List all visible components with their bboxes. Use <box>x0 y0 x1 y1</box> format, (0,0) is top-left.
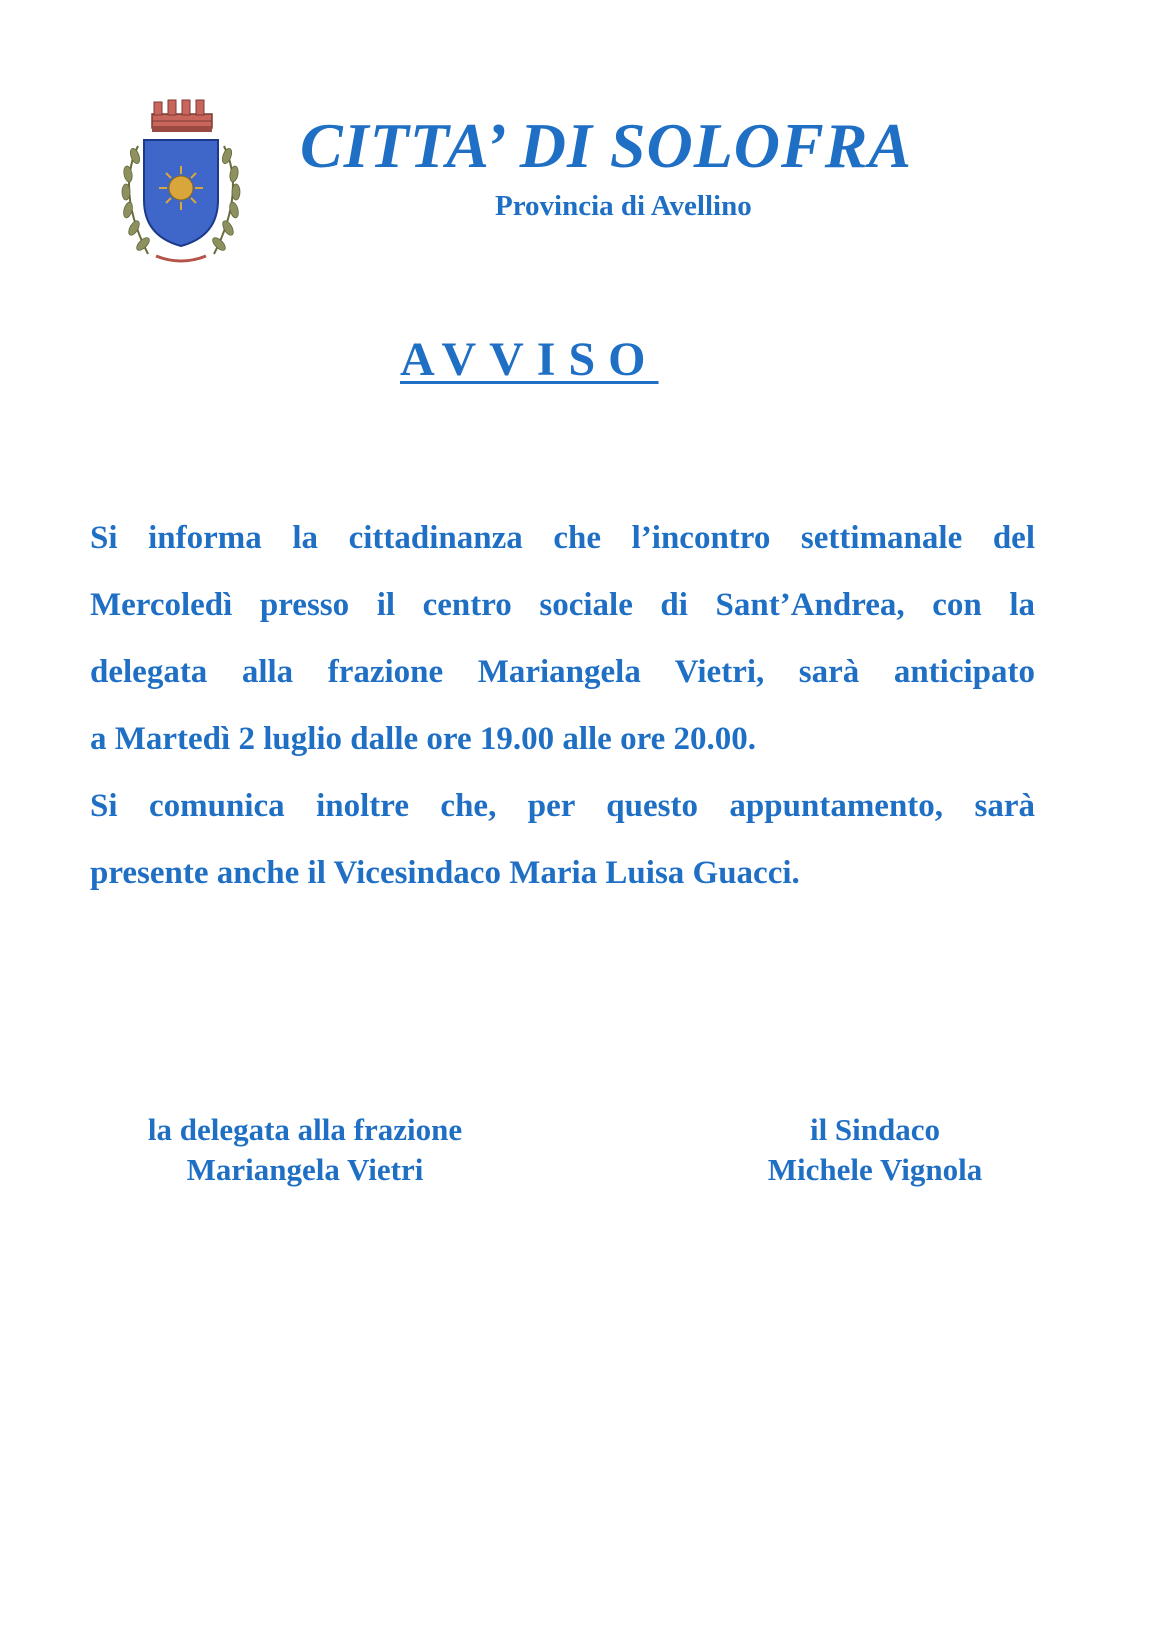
crown-icon <box>152 100 212 132</box>
signature-name: Michele Vignola <box>767 1152 983 1187</box>
notice-heading: AVVISO <box>400 333 659 386</box>
signature-name: Mariangela Vietri <box>186 1152 424 1187</box>
province-subtitle: Provincia di Avellino <box>495 190 752 222</box>
body-line: presente anche il Vicesindaco Maria Luisa Guacci. <box>90 855 800 891</box>
notice-body <box>90 505 1035 907</box>
body-line: Si informa la cittadinanza che l’incontro settimanale del <box>90 520 1035 556</box>
signature-role: la delegata alla frazione <box>147 1112 463 1147</box>
body-line: Mercoledì presso il centro sociale di Sant’Andrea, con la <box>90 587 1035 623</box>
coat-of-arms-icon <box>108 96 254 268</box>
city-title: CITTA’ DI SOLOFRA <box>300 110 913 181</box>
body-line: a Martedì 2 luglio dalle ore 19.00 alle ore 20.00. <box>90 721 757 757</box>
body-line: delegata alla frazione Mariangela Vietri, sarà anticipato <box>90 654 1035 690</box>
body-line: Si comunica inoltre che, per questo appuntamento, sarà <box>90 788 1035 824</box>
signature-role: il Sindaco <box>809 1112 941 1147</box>
signature-delegate <box>130 1110 480 1190</box>
signature-mayor <box>720 1110 1030 1190</box>
